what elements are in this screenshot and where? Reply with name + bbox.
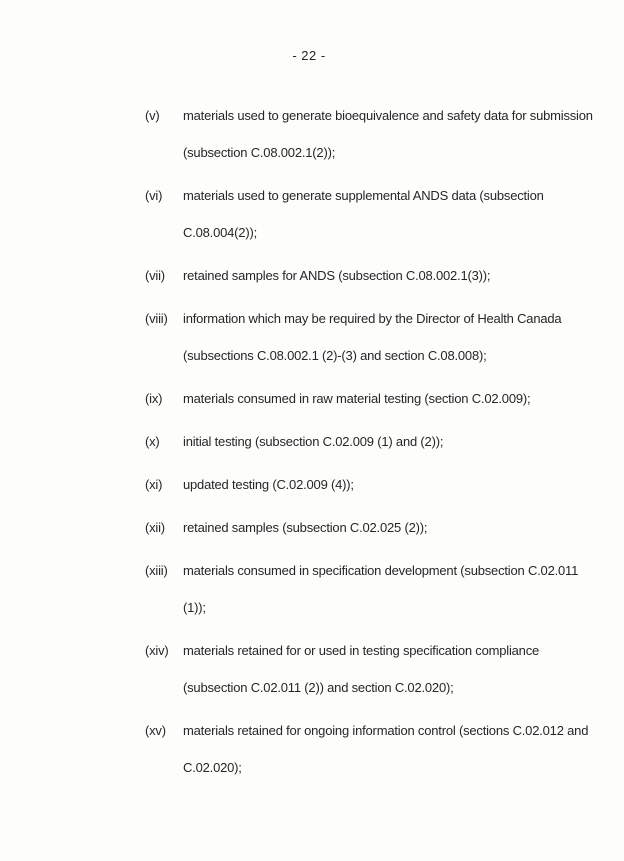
list-item-text [183, 712, 595, 786]
list-item-line: (subsection C.08.002.1(2)); [183, 145, 336, 160]
list-item-marker: (ix) [145, 391, 163, 406]
list-item [145, 423, 595, 460]
list-item-marker: (vii) [145, 268, 165, 283]
list-item-line: retained samples (subsection C.02.025 (2)); [183, 520, 428, 535]
page-number: - 22 - [292, 48, 326, 63]
list-item-text [183, 552, 595, 626]
list-item [145, 177, 595, 251]
list-item-text [183, 97, 595, 171]
list-item-marker: (xii) [145, 520, 165, 535]
list-item [145, 97, 595, 171]
list-item [145, 552, 595, 626]
list-item-line: materials retained for or used in testing specification compliance [183, 643, 540, 658]
list-item-marker: (x) [145, 434, 160, 449]
list-item-text [183, 423, 595, 460]
list-item-marker: (vi) [145, 188, 163, 203]
list-item-line: initial testing (subsection C.02.009 (1) and (2)); [183, 434, 444, 449]
list-item-line: materials retained for ongoing information control (sections C.02.012 and [183, 723, 589, 738]
list-item-line: updated testing (C.02.009 (4)); [183, 477, 354, 492]
list-item-line: materials consumed in raw material testing (section C.02.009); [183, 391, 531, 406]
list-item-line: (subsection C.02.011 (2)) and section C.02.020); [183, 680, 454, 695]
list-item [145, 300, 595, 374]
list-item-line: C.02.020); [183, 760, 242, 775]
romanette-list [145, 97, 595, 792]
list-item-marker: (xv) [145, 723, 166, 738]
list-item [145, 380, 595, 417]
list-item-marker: (xi) [145, 477, 163, 492]
list-item [145, 257, 595, 294]
list-item [145, 712, 595, 786]
list-item [145, 466, 595, 503]
list-item-text [183, 632, 595, 706]
list-item-text [183, 466, 595, 503]
list-item-marker: (xiv) [145, 643, 169, 658]
list-item-line: materials consumed in specification development (subsection C.02.011 [183, 563, 579, 578]
list-item-line: retained samples for ANDS (subsection C.08.002.1(3)); [183, 268, 491, 283]
list-item-text [183, 300, 595, 374]
list-item-line: materials used to generate bioequivalence and safety data for submission [183, 108, 593, 123]
list-item [145, 509, 595, 546]
list-item-text [183, 509, 595, 546]
list-item-line: C.08.004(2)); [183, 225, 257, 240]
list-item-text [183, 380, 595, 417]
list-item [145, 632, 595, 706]
list-item-line: materials used to generate supplemental ANDS data (subsection [183, 188, 544, 203]
list-item-marker: (v) [145, 108, 160, 123]
list-item-line: information which may be required by the Director of Health Canada [183, 311, 562, 326]
list-item-line: (subsections C.08.002.1 (2)-(3) and section C.08.008); [183, 348, 487, 363]
list-item-line: (1)); [183, 600, 206, 615]
list-item-marker: (viii) [145, 311, 168, 326]
list-item-marker: (xiii) [145, 563, 168, 578]
list-item-text [183, 177, 595, 251]
list-item-text [183, 257, 595, 294]
